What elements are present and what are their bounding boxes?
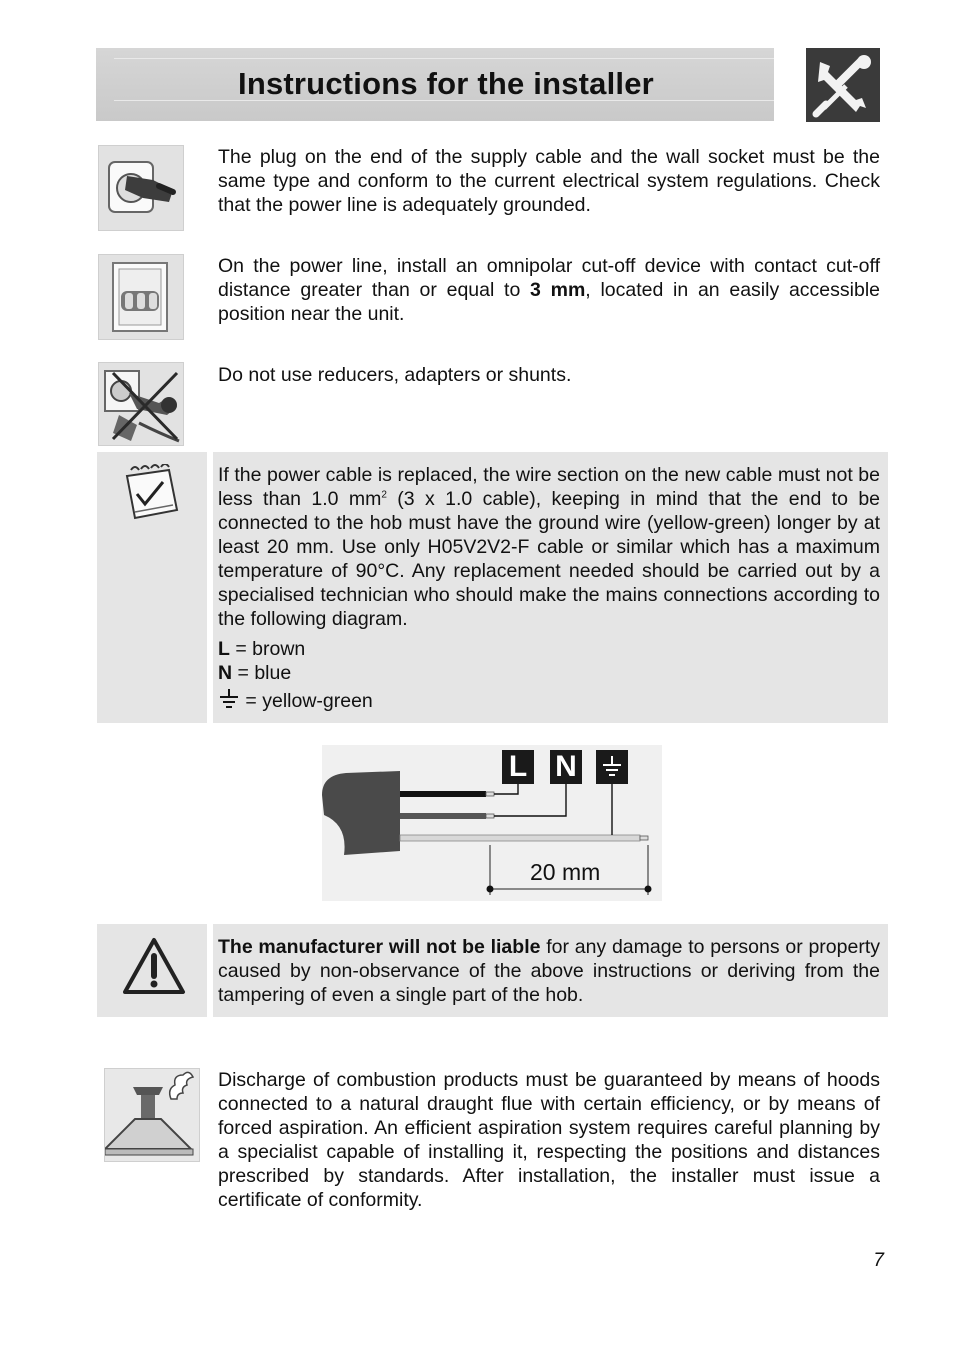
legend-item-brown: L = brown	[218, 638, 306, 660]
cable-paragraph: If the power cable is replaced, the wire section on the new cable must not be less than 1.0 $mm^2$ (3 x 1.0 cable), keeping in mind that the end to be connected to the hob must have the ground wire (yellow-green) longer by at least 20 mm. Use only H05V2V2-F cable or similar which has a maximum temperature of 90°C. Any replacement needed should be carried out by a specialised technician who should make the mains connections according to the following diagram.	[218, 464, 881, 630]
plug-socket-icon	[98, 145, 184, 231]
cutoff-paragraph: On the power line, install an omnipolar cut-off device with contact cut-off distance greater than or equal to 3 mm, located in an easily accessible position near the unit.	[218, 255, 880, 325]
plug-paragraph: The plug on the end of the supply cable and the wall socket must be the same type and conform to the current electrical system regulations. Check that the power line is adequately grounded.	[218, 146, 880, 216]
wiring-diagram	[322, 745, 662, 901]
notepad-panel	[97, 452, 207, 723]
page-title: Instructions for the installer	[238, 66, 654, 101]
discharge-paragraph: Discharge of combustion products must be guaranteed by means of hoods connected to a natural draught flue with certain efficiency, or by means of forced aspiration. An efficient aspiration system requires careful planning by a specialist capable of installing it, respecting the positions and distances prescribed by standards. After installation, the installer must issue a certificate of conformity.	[218, 1069, 880, 1211]
legend-item-blue: N = blue	[218, 662, 292, 684]
legend-item-ground: = yellow-green	[218, 689, 373, 717]
ground-symbol-icon	[218, 689, 240, 717]
extractor-hood-icon	[104, 1068, 200, 1162]
crossed-adapter-icon	[98, 362, 184, 446]
adapters-paragraph: Do not use reducers, adapters or shunts.	[218, 364, 572, 386]
diagram-label-n: N	[555, 750, 577, 783]
warning-paragraph: The manufacturer will not be liable for any damage to persons or property caused by non-observance of the above instructions or deriving from the tampering of even a single part of the hob.	[218, 936, 880, 1006]
cutoff-distance-value: 3 mm	[530, 279, 586, 301]
wire-legend	[218, 637, 373, 717]
notepad-check-icon	[121, 464, 183, 529]
cutoff-switch-icon	[98, 254, 184, 340]
wrench-screwdriver-icon	[806, 48, 880, 122]
warning-triangle-icon	[121, 936, 187, 1001]
warning-icon-panel	[97, 924, 207, 1017]
diagram-label-l: L	[508, 750, 528, 783]
page-number: 7	[873, 1250, 884, 1271]
diagram-measure-label: 20 mm	[530, 859, 601, 885]
